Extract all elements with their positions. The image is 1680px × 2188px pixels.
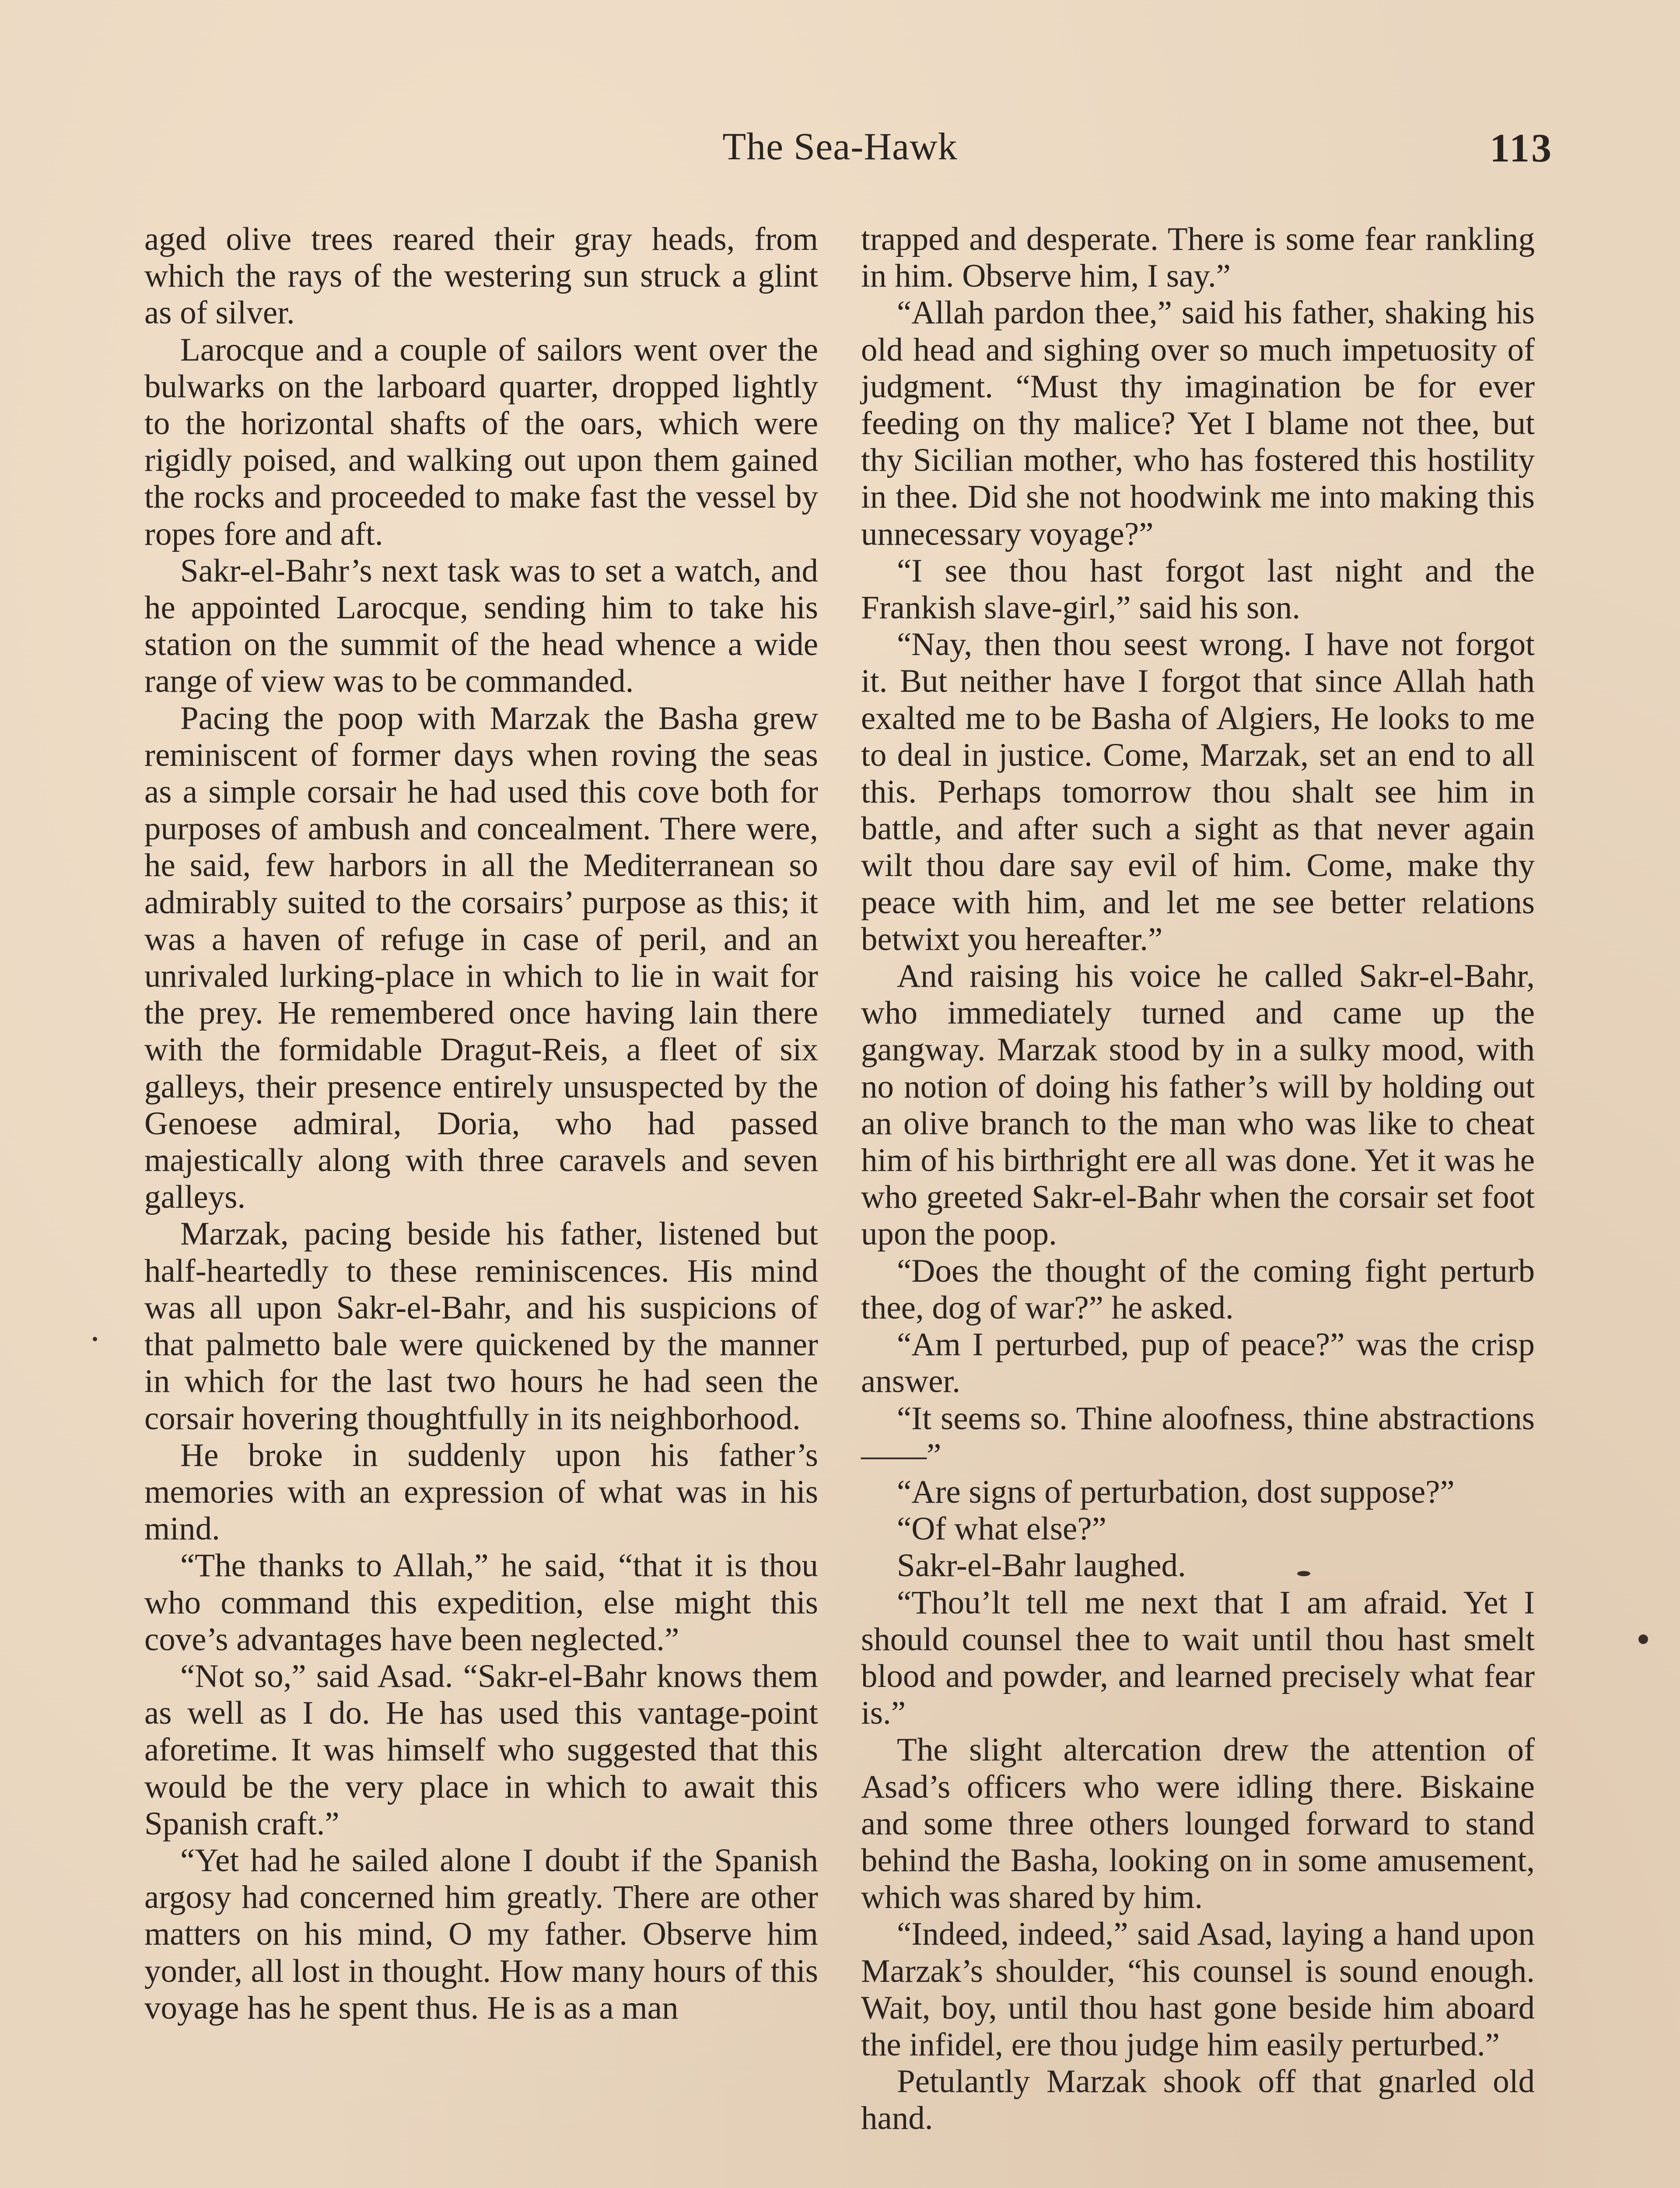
paragraph: “Thou’lt tell me next that I am afraid. Yet I should counsel thee to wait until thou hast smelt blood and powder, and learned precisely what fear is.”: [861, 1584, 1535, 1732]
paragraph: The slight altercation drew the attention of Asad’s officers who were idling there. Biskaine and some three others lounged forward to stand behind the Basha, looking on in some amusement, which was shared by him.: [861, 1732, 1535, 1916]
page-number: 113: [1490, 126, 1553, 170]
right-text-column: [861, 221, 1535, 2137]
paragraph: “Does the thought of the coming fight perturb thee, dog of war?” he asked.: [861, 1252, 1535, 1326]
paragraph: “Indeed, indeed,” said Asad, laying a hand upon Marzak’s shoulder, “his counsel is sound enough. Wait, boy, until thou hast gone beside him aboard the infidel, ere thou judge him easily perturbed.”: [861, 1916, 1535, 2063]
paper-speck: [93, 1337, 97, 1341]
paragraph: “Nay, then thou seest wrong. I have not forgot it. But neither have I forgot that since Allah hath exalted me to be Basha of Algiers, He looks to me to deal in justice. Come, Marzak, set an end to all this. Perhaps tomorrow thou shalt see him in battle, and after such a sight as that never again wilt thou dare say evil of him. Come, make thy peace with him, and let me see better relations betwixt you hereafter.”: [861, 626, 1535, 957]
left-text-column: [144, 221, 818, 2027]
paragraph: “It seems so. Thine aloofness, thine abstractions——”: [861, 1400, 1535, 1473]
paragraph: “Allah pardon thee,” said his father, shaking his old head and sighing over so much impetuosity of judgment. “Must thy imagination be for ever feeding on thy malice? Yet I blame not thee, but thy Sicilian mother, who has fostered this hostility in thee. Did she not hoodwink me into making this unnecessary voyage?”: [861, 295, 1535, 552]
paragraph: aged olive trees reared their gray heads, from which the rays of the westering sun struck a glint as of silver.: [144, 221, 818, 331]
paragraph: Sakr-el-Bahr laughed.: [897, 1547, 1186, 1584]
paper-speck: [1297, 1571, 1310, 1576]
page-title: The Sea-Hawk: [722, 126, 958, 168]
paragraph: “Of what else?”: [897, 1511, 1106, 1547]
running-head: [0, 125, 1680, 182]
paragraph: “I see thou hast forgot last night and the Frankish slave-girl,” said his son.: [861, 552, 1535, 626]
paragraph: “The thanks to Allah,” he said, “that it is thou who command this expedition, else might this cove’s advantages have been neglected.”: [144, 1547, 818, 1658]
paragraph: “Yet had he sailed alone I doubt if the Spanish argosy had concerned him greatly. There are other matters on his mind, O my father. Observe him yonder, all lost in thought. How many hours of this voyage has he spent thus. He is as a man: [144, 1842, 818, 2026]
paragraph: Petulantly Marzak shook off that gnarled old hand.: [861, 2063, 1535, 2137]
paragraph: Larocque and a couple of sailors went over the bulwarks on the larboard quarter, dropped lightly to the horizontal shafts of the oars, which were rigidly poised, and walking out upon them gained the rocks and proceeded to make fast the vessel by ropes fore and aft.: [144, 331, 818, 552]
paper-speck: [1638, 1634, 1648, 1644]
paragraph: trapped and desperate. There is some fear rankling in him. Observe him, I say.”: [861, 221, 1535, 295]
paragraph: And raising his voice he called Sakr-el-Bahr, who immediately turned and came up the gangway. Marzak stood by in a sulky mood, with no notion of doing his father’s will by holding out an olive branch to the man who was like to cheat him of his birthright ere all was done. Yet it was he who greeted Sakr-el-Bahr when the corsair set foot upon the poop.: [861, 958, 1535, 1252]
paragraph: “Am I perturbed, pup of peace?” was the crisp answer.: [861, 1326, 1535, 1400]
paragraph: He broke in suddenly upon his father’s memories with an expression of what was in his mind.: [144, 1437, 818, 1547]
paragraph: “Not so,” said Asad. “Sakr-el-Bahr knows them as well as I do. He has used this vantage-point aforetime. It was himself who suggested that this would be the very place in which to await this Spanish craft.”: [144, 1658, 818, 1842]
paragraph: Marzak, pacing beside his father, listened but half-heartedly to these reminiscences. His mind was all upon Sakr-el-Bahr, and his suspicions of that palmetto bale were quickened by the manner in which for the last two hours he had seen the corsair hovering thoughtfully in its neighborhood.: [144, 1216, 818, 1437]
paragraph: Sakr-el-Bahr’s next task was to set a watch, and he appointed Larocque, sending him to take his station on the summit of the head whence a wide range of view was to be commanded.: [144, 552, 818, 700]
paragraph: Pacing the poop with Marzak the Basha grew reminiscent of former days when roving the seas as a simple corsair he had used this cove both for purposes of ambush and concealment. There were, he said, few harbors in all the Mediterranean so admirably suited to the corsairs’ purpose as this; it was a haven of refuge in case of peril, and an unrivaled lurking-place in which to lie in wait for the prey. He remembered once having lain there with the formidable Dragut-Reis, a fleet of six galleys, their presence entirely unsuspected by the Genoese admiral, Doria, who had passed majestically along with three caravels and seven galleys.: [144, 700, 818, 1216]
paragraph: “Are signs of perturbation, dost suppose?”: [897, 1473, 1455, 1510]
